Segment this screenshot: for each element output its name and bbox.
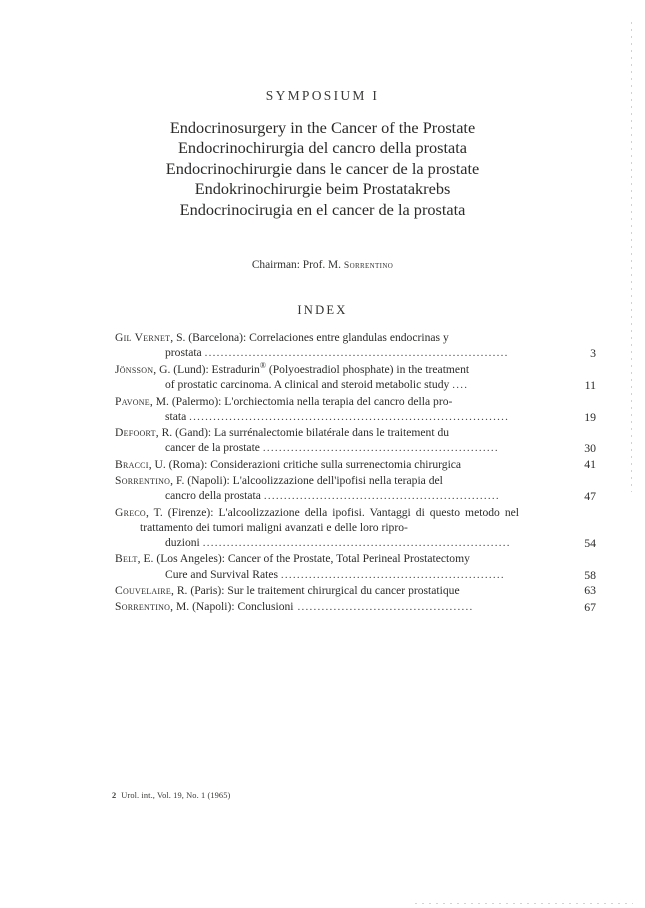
title-line-french: Endocrinochirurgie dans le cancer de la prostate xyxy=(165,158,480,178)
index-entry-page-number: 41 xyxy=(584,457,596,472)
index-entry[interactable] xyxy=(115,599,596,615)
index-entry-text xyxy=(115,599,494,615)
index-entry-text xyxy=(115,583,494,598)
index-entry-author: Defoort xyxy=(115,426,156,440)
index-entry-title: , R. (Paris): Sur le traitement chirurgical du cancer prostatique xyxy=(171,584,460,598)
index-entry-last-line xyxy=(140,409,519,425)
index-entry-last-line xyxy=(140,488,519,504)
index-entry-text xyxy=(115,394,519,425)
index-entry-title: , E. (Los Angeles): Cancer of the Prostate, Total Perineal Prostatectomy xyxy=(137,552,470,566)
symposium-heading: SYMPOSIUM I xyxy=(265,88,380,103)
index-entry[interactable] xyxy=(115,473,596,504)
index-entry-author: Greco xyxy=(115,505,146,519)
index-entry-last-line xyxy=(140,377,519,393)
index-entry-title: , T. (Firenze): L'alcoolizzazione della ipofisi. Vantaggi di questo metodo nel trattamento dei tumori maligni avanzati e delle loro ripro- xyxy=(140,505,519,534)
index-entry-title: , M. (Palermo): L'orchiectomia nella terapia del cancro della pro- xyxy=(149,394,453,408)
index-entry-last-line-text: of prostatic carcinoma. A clinical and steroid metabolic study xyxy=(165,377,453,391)
index-entry-last-line xyxy=(140,345,519,361)
index-entry-page-number: 19 xyxy=(584,409,596,424)
index-entry-author: Couvelaire xyxy=(115,584,172,598)
index-entry-last-line xyxy=(140,567,519,583)
index-entry-title-part: , G. (Lund): Estradurin xyxy=(153,362,260,376)
leader-dots: ........................................................ xyxy=(280,568,505,581)
index-entry-page-number: 63 xyxy=(584,583,596,598)
index-entry-text xyxy=(115,425,519,456)
index-entry-page-number: 30 xyxy=(584,441,596,456)
index-entry-text xyxy=(115,505,519,551)
footer-page-number: 2 xyxy=(112,791,117,800)
index-entry[interactable] xyxy=(115,583,596,598)
title-line-german: Endokrinochirurgie beim Prostatakrebs xyxy=(194,179,451,199)
leader-dots: ............................................................................. xyxy=(202,536,511,549)
index-entry-last-line-text: stata xyxy=(165,409,190,423)
index-entry-last-line-text: duzioni xyxy=(165,535,203,549)
index-entry-title: , M. (Napoli): Conclusioni xyxy=(170,599,294,613)
chairman-line xyxy=(0,259,645,271)
index-entry-title: , R. (Gand): La surrénalectomie bilatérale dans le traitement du xyxy=(155,426,450,440)
page-footer xyxy=(112,791,230,800)
index-entry-page-number: 3 xyxy=(590,346,596,361)
leader-dots: ........................................................... xyxy=(262,442,499,455)
index-entry[interactable] xyxy=(115,360,596,393)
index-entry-title-part: (Polyoestradiol phosphate) in the treatment xyxy=(265,362,470,376)
index-entry-last-line-text: Cure and Survival Rates xyxy=(165,567,281,581)
registered-trademark-icon: ® xyxy=(259,360,266,370)
scan-artifact-bottom-line xyxy=(415,903,633,904)
chairman-prefix: Chairman: Prof. M. xyxy=(251,259,344,271)
index-entry-text xyxy=(115,551,519,582)
index-entry-author: Belt xyxy=(115,552,138,566)
index-entry-text xyxy=(115,362,519,393)
chairman-surname: Sorrentino xyxy=(343,260,394,271)
leader-dots: ................................................................................ xyxy=(189,410,510,423)
index-entry-author: Jönsson xyxy=(115,362,154,376)
index-entry-last-line-text: cancer de la prostate xyxy=(165,441,263,455)
index-entry-text xyxy=(115,330,519,361)
index-entry-title: , S. (Barcelona): Correlaciones entre glandulas endocrinas y xyxy=(170,331,449,344)
index-entry-page-number: 11 xyxy=(584,377,596,392)
index-entry-last-line xyxy=(140,535,519,551)
index-entry[interactable] xyxy=(115,457,596,472)
index-entry-title: , U. (Roma): Considerazioni critiche sulla surrenectomia chirurgica xyxy=(148,458,462,472)
leader-dots: .... xyxy=(452,378,469,391)
index-entry-author: Pavone xyxy=(115,394,150,408)
title-line-italian: Endocrinochirurgia del cancro della prostata xyxy=(177,138,468,158)
index-entry-page-number: 58 xyxy=(584,567,596,582)
index-entry-page-number: 54 xyxy=(584,535,596,550)
leader-dots: ........................................................... xyxy=(263,489,500,502)
index-entry-author: Sorrentino xyxy=(115,599,171,613)
index-entry-last-line-text: cancro della prostata xyxy=(165,488,264,502)
footer-citation: Urol. int., Vol. 19, No. 1 (1965) xyxy=(121,791,231,800)
index-entry-page-number: 67 xyxy=(584,599,596,614)
index-entry[interactable] xyxy=(115,551,596,582)
index-entry-last-line-text: prostata xyxy=(165,346,205,360)
leader-dots: ............................................ xyxy=(293,600,474,613)
index-entry[interactable] xyxy=(115,394,596,425)
index-entry-text xyxy=(115,473,519,504)
index-entry-author: Bracci xyxy=(115,458,149,472)
index-list xyxy=(115,330,596,616)
index-heading: INDEX xyxy=(297,303,348,317)
title-line-english: Endocrinosurgery in the Cancer of the Prostate xyxy=(169,118,476,137)
index-entry-title: , F. (Napoli): L'alcoolizzazione dell'ipofisi nella terapia del xyxy=(170,473,443,487)
index-entry-last-line xyxy=(140,440,519,456)
index-entry-page-number: 47 xyxy=(584,488,596,503)
leader-dots: ............................................................................ xyxy=(204,347,509,360)
index-entry-author: Sorrentino xyxy=(115,473,171,487)
index-entry[interactable] xyxy=(115,425,596,456)
index-entry-author: Gil Vernet xyxy=(115,331,171,344)
index-entry[interactable] xyxy=(115,505,596,551)
index-entry-text xyxy=(115,457,494,472)
title-line-spanish: Endocrinocirugia en el cancer de la prostata xyxy=(179,199,466,219)
index-entry[interactable] xyxy=(115,330,596,361)
title-block xyxy=(0,118,645,220)
